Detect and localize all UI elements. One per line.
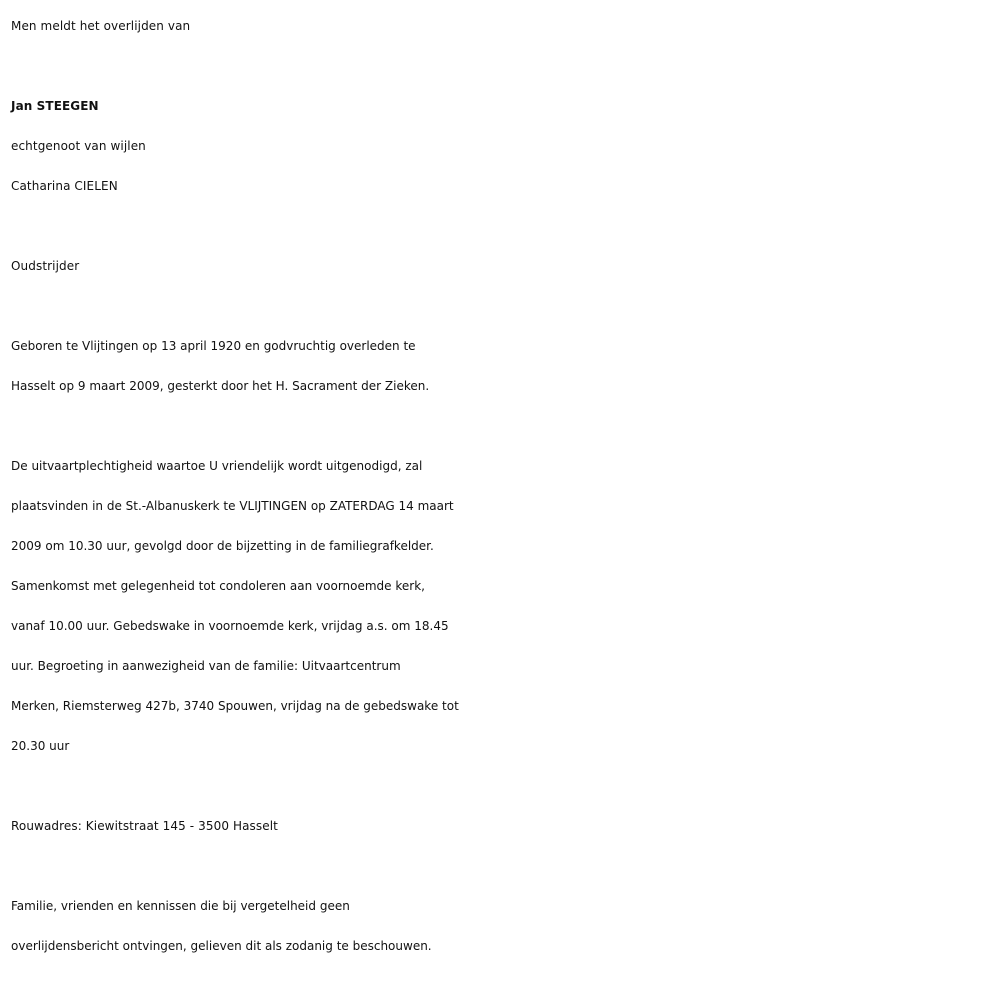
paragraph-line: plaatsvinden in de St.-Albanuskerk te VLIJTINGEN op ZATERDAG 14 maart	[11, 499, 454, 513]
paragraph-line: Merken, Riemsterweg 427b, 3740 Spouwen, vrijdag na de gebedswake tot	[11, 699, 459, 713]
mourning-address: Rouwadres: Kiewitstraat 145 - 3500 Hasselt	[11, 819, 278, 833]
spacer	[11, 846, 1000, 886]
birth-death-paragraph	[11, 326, 1000, 406]
paragraph-line: Geboren te Vlijtingen op 13 april 1920 en godvruchtig overleden te	[11, 339, 416, 353]
paragraph-line: De uitvaartplechtigheid waartoe U vriendelijk wordt uitgenodigd, zal	[11, 459, 423, 473]
paragraph-line: overlijdensbericht ontvingen, gelieven dit als zodanig te beschouwen.	[11, 939, 432, 953]
spacer	[11, 206, 1000, 246]
spacer	[11, 46, 1000, 86]
paragraph-line: uur. Begroeting in aanwezigheid van de familie: Uitvaartcentrum	[11, 659, 401, 673]
paragraph-line: 20.30 uur	[11, 739, 70, 753]
paragraph-line: Samenkomst met gelegenheid tot condoleren aan voornoemde kerk,	[11, 579, 425, 593]
intro-text: Men meldt het overlijden van	[11, 19, 191, 33]
spacer	[11, 406, 1000, 446]
paragraph-line: Hasselt op 9 maart 2009, gesterkt door het H. Sacrament der Zieken.	[11, 379, 430, 393]
paragraph-line: 2009 om 10.30 uur, gevolgd door de bijzetting in de familiegrafkelder.	[11, 539, 434, 553]
spacer	[11, 286, 1000, 326]
funeral-paragraph	[11, 446, 1000, 766]
deceased-name: Jan STEEGEN	[11, 99, 99, 113]
spouse-name: Catharina CIELEN	[11, 179, 118, 193]
paragraph-line: Familie, vrienden en kennissen die bij vergetelheid geen	[11, 899, 350, 913]
closing-paragraph	[11, 886, 1000, 966]
paragraph-line: vanaf 10.00 uur. Gebedswake in voornoemde kerk, vrijdag a.s. om 18.45	[11, 619, 449, 633]
spouse-relation: echtgenoot van wijlen	[11, 139, 146, 153]
spacer	[11, 766, 1000, 806]
deceased-title: Oudstrijder	[11, 259, 80, 273]
